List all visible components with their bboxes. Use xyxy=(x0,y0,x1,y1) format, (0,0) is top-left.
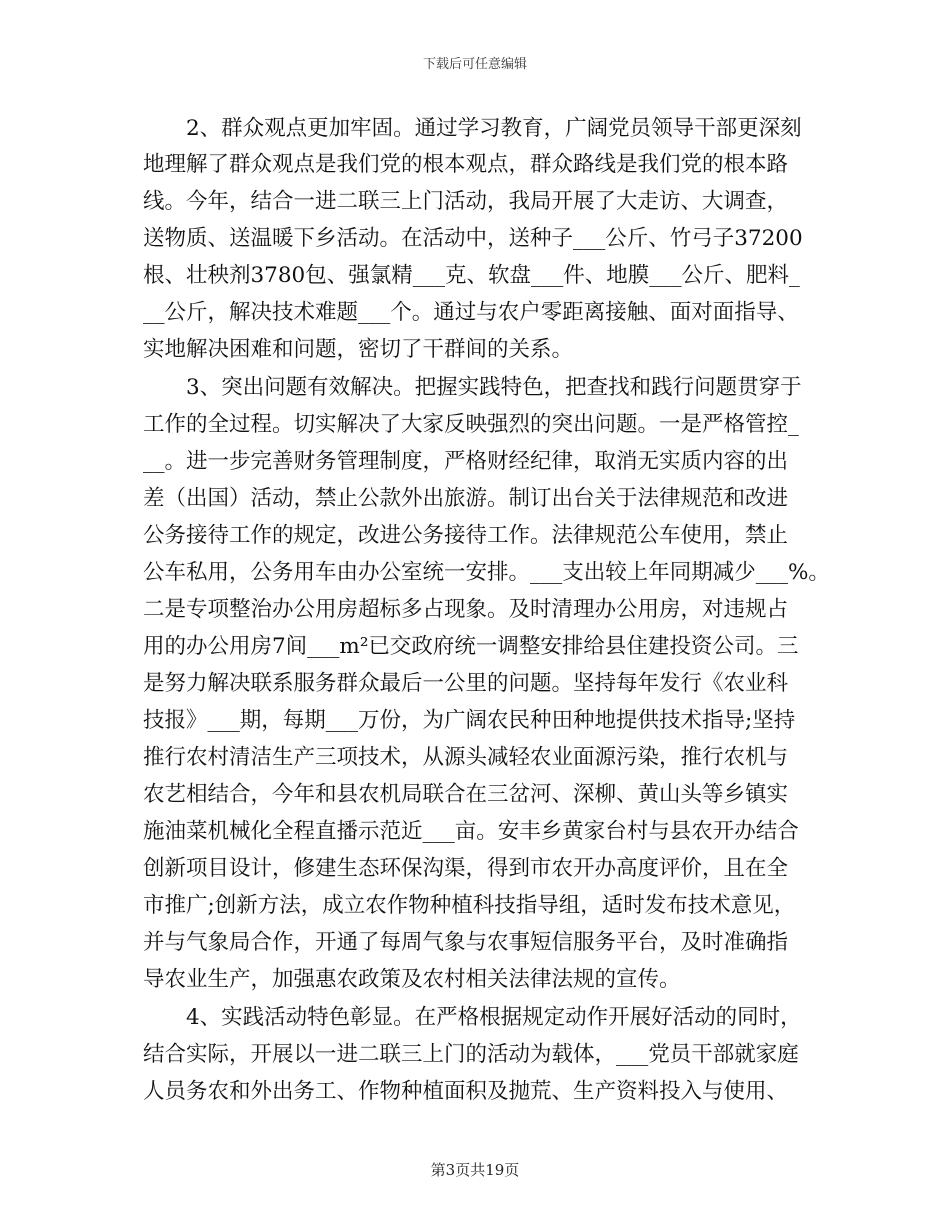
text-line: 施油菜机械化全程直播示范近___亩。安丰乡黄家台村与县农开办结合 xyxy=(143,819,799,844)
text-line: 二是专项整治办公用房超标多占现象。及时清理办公用房，对违规占 xyxy=(143,597,789,622)
text-line: 公务接待工作的规定，改进公务接待工作。法律规范公车使用，禁止 xyxy=(143,523,789,548)
text-line: 公车私用，公务用车由办公室统一安排。___支出较上年同期减少___%。 xyxy=(143,560,830,585)
text-line: 线。今年，结合一进二联三上门活动，我局开展了大走访、大调查， xyxy=(143,189,789,214)
text-line: __。进一步完善财务管理制度，严格财经纪律，取消无实质内容的出 xyxy=(143,449,789,474)
text-line: 推行农村清洁生产三项技术，从源头减轻农业面源污染，推行农机与 xyxy=(143,745,789,770)
text-line: 工作的全过程。切实解决了大家反映强烈的突出问题。一是严格管控_ xyxy=(143,412,799,437)
text-line: 技报》___期，每期___万份，为广阔农民种田种地提供技术指导;坚持 xyxy=(143,708,796,733)
text-line: 结合实际，开展以一进二联三上门的活动为载体，___党员干部就家庭 xyxy=(143,1042,799,1067)
text-line: 实地解决困难和问题，密切了干群间的关系。 xyxy=(143,337,574,362)
text-line: 根、壮秧剂3780包、强氯精___克、软盘___件、地膜___公斤、肥料_ xyxy=(143,263,800,288)
page-footer: 第3页共19页 xyxy=(430,1161,520,1179)
text-line: 导农业生产，加强惠农政策及农村相关法律法规的宣传。 xyxy=(143,967,681,992)
text-line: 是努力解决联系服务群众最后一公里的问题。坚持每年发行《农业科 xyxy=(143,671,789,696)
text-line: 4、实践活动特色彰显。在严格根据规定动作开展好活动的同时， xyxy=(143,1005,802,1030)
text-line: 差（出国）活动，禁止公款外出旅游。制订出台关于法律规范和改进 xyxy=(143,486,789,511)
page-header: 下载后可任意编辑 xyxy=(422,57,527,72)
text-line: 2、群众观点更加牢固。通过学习教育，广阔党员领导干部更深刻 xyxy=(143,116,802,141)
text-line: 农艺相结合，今年和县农机局联合在三岔河、深柳、黄山头等乡镇实 xyxy=(143,782,789,807)
text-line: 3、突出问题有效解决。把握实践特色，把查找和践行问题贯穿于 xyxy=(143,375,802,400)
text-line: 创新项目设计，修建生态环保沟渠，得到市农开办高度评价，且在全 xyxy=(143,856,789,881)
text-line: 地理解了群众观点是我们党的根本观点，群众路线是我们党的根本路 xyxy=(143,152,789,177)
text-line: __公斤，解决技术难题___个。通过与农户零距离接触、面对面指导、 xyxy=(143,300,799,325)
text-line: 市推广;创新方法，成立农作物种植科技指导组，适时发布技术意见， xyxy=(143,893,796,918)
text-line: 人员务农和外出务工、作物种植面积及抛荒、生产资料投入与使用、 xyxy=(143,1079,789,1104)
text-line: 并与气象局合作，开通了每周气象与农事短信服务平台，及时准确指 xyxy=(143,930,789,955)
text-line: 送物质、送温暖下乡活动。在活动中，送种子___公斤、竹弓子37200 xyxy=(143,226,803,251)
text-line: 用的办公用房7间___m²已交政府统一调整安排给县住建投资公司。三 xyxy=(143,634,799,659)
